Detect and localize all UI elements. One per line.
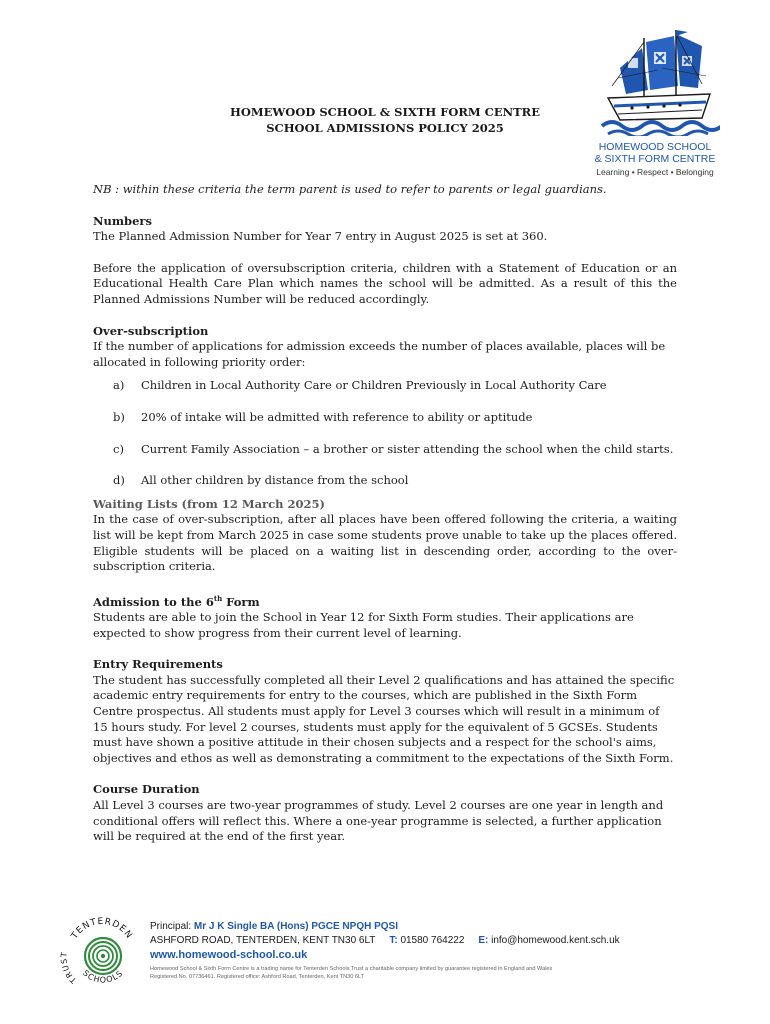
admission-heading-pre: Admission to the 6 [93, 594, 214, 609]
list-item-text: All other children by distance from the school [141, 473, 409, 488]
school-motto: Learning • Respect • Belonging [596, 167, 714, 177]
policy-body [93, 182, 677, 861]
numbers-text: The Planned Admission Number for Year 7 entry in August 2025 is set at 360. [93, 229, 548, 244]
email-label: E: [478, 935, 492, 946]
phone[interactable]: 01580 764222 [400, 935, 465, 946]
waiting-lists-heading: Waiting Lists (from 12 March 2025) [93, 496, 325, 511]
ship-crest-icon [598, 28, 720, 136]
school-name-line-2: & SIXTH FORM CENTRE [594, 152, 716, 165]
list-marker: a) [113, 378, 125, 393]
principal-label: Principal: [150, 921, 194, 932]
principal-name: Mr J K Single BA (Hons) PGCE NPQH PQSI [193, 921, 399, 932]
legal-line-1: Homewood School & Sixth Form Centre is a trading name for Tenterden Schools Trust a charitable company limited by guarantee registered in England and Wales [150, 966, 553, 972]
oversubscription-text: If the number of applications for admission exceeds the number of places available, places will be allocated in following priority order: [93, 339, 666, 369]
phone-label: T: [389, 935, 401, 946]
page-footer [0, 906, 770, 1016]
legal-line-2: Registered No. 07736461. Registered office: Ashford Road, Tenterden, Kent TN30 6LT [150, 974, 365, 980]
oversubscription-heading: Over-subscription [93, 323, 209, 338]
trust-logo-text-top: TENTERDEN [69, 916, 135, 942]
list-item [93, 442, 677, 458]
statement-text: Before the application of oversubscription criteria, children with a Statement of Education or an Educational Health Care Plan which names the school will be admitted. As a result of this the Planned Admissions Number will be reduced accordingly. [93, 260, 677, 306]
principal-line [150, 920, 620, 934]
tenterden-schools-trust-logo-icon [58, 910, 146, 998]
list-item-text: Children in Local Authority Care or Children Previously in Local Authority Care [141, 378, 607, 393]
admission-heading-post: Form [222, 594, 260, 609]
list-item [93, 378, 677, 394]
page-title [170, 104, 600, 136]
entry-requirements-heading: Entry Requirements [93, 657, 223, 672]
list-item-text: Current Family Association – a brother or sister attending the school when the child starts. [141, 441, 674, 456]
list-item [93, 410, 677, 426]
trust-logo-text-bottom: SCHOOLS [81, 968, 125, 985]
school-name-line-1: HOMEWOOD SCHOOL [598, 141, 712, 153]
website-link[interactable]: www.homewood-school.co.uk [150, 949, 308, 961]
address: ASHFORD ROAD, TENTERDEN, KENT TN30 6LT [150, 935, 376, 946]
footer-contact [150, 920, 620, 981]
numbers-heading: Numbers [93, 213, 152, 228]
list-item-text: 20% of intake will be admitted with reference to ability or aptitude [141, 409, 533, 424]
school-logo [590, 28, 730, 177]
title-line-1: HOMEWOOD SCHOOL & SIXTH FORM CENTRE [230, 105, 540, 119]
admission-sixth-form-text: Students are able to join the School in Year 12 for Sixth Form studies. Their applications are expected to show progress from their current level of learning. [93, 610, 634, 640]
title-line-2: SCHOOL ADMISSIONS POLICY 2025 [266, 121, 504, 135]
admission-heading-sup: th [213, 593, 223, 603]
address-line [150, 934, 620, 948]
list-marker: b) [113, 409, 125, 424]
waiting-lists-text: In the case of over-subscription, after all places have been offered following the criteria, a waiting list will be kept from March 2025 in case some students prove unable to take up the places offered. Eligible students will be placed on a waiting list in descending order, according to the over-subscription criteria. [93, 512, 677, 574]
trust-logo-text-left: TRUST [59, 950, 79, 985]
nb-note: NB : within these criteria the term parent is used to refer to parents or legal guardians. [93, 182, 607, 196]
list-marker: d) [113, 473, 125, 488]
svg-text:TRUST [59, 951, 79, 986]
criteria-list [93, 378, 677, 488]
course-duration-text: All Level 3 courses are two-year programmes of study. Level 2 courses are one year in length and conditional offers will reflect this. Where a one-year programme is selected, a further application will be required at the end of the first year. [93, 798, 664, 844]
entry-requirements-text: The student has successfully completed all their Level 2 qualifications and has attained the specific academic entry requirements for entry to the courses, which are published in the Sixth Form Centre prospectus. All students must apply for Level 3 courses which will result in a minimum of 15 hours study. For level 2 courses, students must apply for the equivalent of 5 GCSEs. Students must have shown a positive attitude in their chosen subjects and a respect for the school's aims, objectives and ethos as well as demonstrating a commitment to the expectations of the Sixth Form. [93, 672, 675, 765]
list-item [93, 473, 677, 489]
admission-sixth-form-heading [93, 591, 677, 610]
email-link[interactable]: info@homewood.kent.sch.uk [491, 935, 620, 946]
school-name [590, 142, 720, 165]
course-duration-heading: Course Duration [93, 782, 200, 797]
legal-notice [150, 965, 620, 981]
list-marker: c) [113, 441, 124, 456]
